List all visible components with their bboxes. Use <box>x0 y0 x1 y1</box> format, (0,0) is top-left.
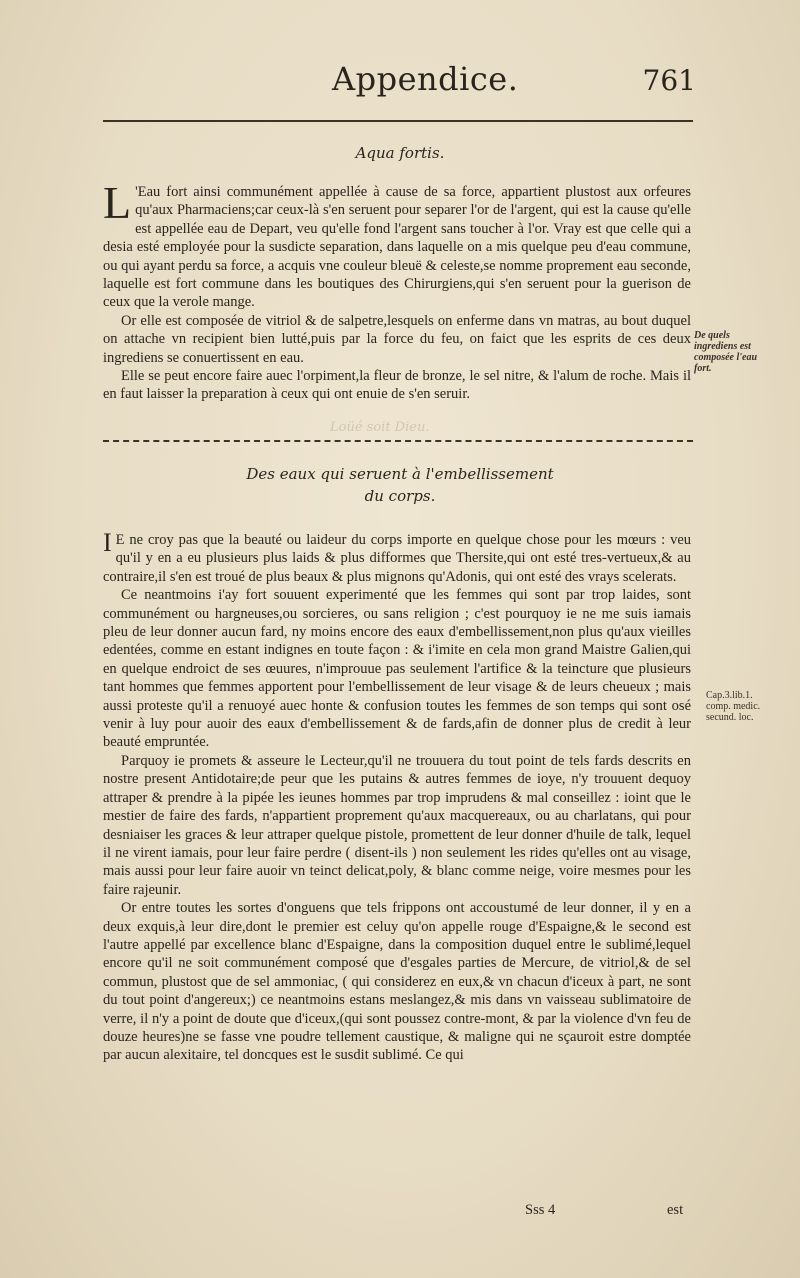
header-rule <box>103 120 693 122</box>
section-title-embellissement <box>100 463 700 507</box>
paragraph <box>103 177 691 312</box>
section-body-aqua-fortis <box>103 177 691 404</box>
page-number: 761 <box>642 64 696 97</box>
section-title-aqua-fortis: Aqua fortis. <box>355 144 445 162</box>
section-divider-rule <box>103 440 693 442</box>
show-through-text: Loüé soit Dieu. <box>330 420 430 435</box>
running-title: Appendice. <box>332 60 519 98</box>
paragraph: Parquoy ie promets & asseure le Lecteur,qu'il ne trouuera du tout point de tels fards descrits en nostre present Antidotaire;de peur que les putains & autres femmes de ioye, n'y trouuent dequoy attraper & prendre à la pipée les ieunes hommes par trop imprudens & mal conseillez : ioint que le mestier de faire des fards, n'appartient proprement qu'aux macquereaux, ou au charlatans, qui pour desniaiser les graces & leur attraper quelque pistole, promettent de leur donner d'huile de talk, lequel il ne virent iamais, pour leur faire perdre ( disent-ils ) non seulement les rides qu'elles ont au visage, mais aussi pour leur faire auoir vn teinct delicat,poly, & blanc comme neige, voire mesmes pour les faire rajeunir. <box>103 752 691 898</box>
paragraph: Elle se peut encore faire auec l'orpiment,la fleur de bronze, le sel nitre, & l'alum de roche. Mais il en faut laisser la preparation à ceux qui ont enuie de s'en seruir. <box>103 368 691 403</box>
page-header <box>100 60 700 100</box>
paragraph: Or elle est composée de vitriol & de salpetre,lesquels on enferme dans vn matras, au bout duquel on attache vn recipient bien lutté,puis par la force du feu, on faict que les esprits de ces deux ingrediens se conuertissent en eau. <box>103 312 691 366</box>
catchword: est <box>667 1202 684 1218</box>
paragraph-text: 'Eau fort ainsi communément appellée à cause de sa force, appartient plustost aux orfeures qu'aux Pharmaciens;car ceux-là s'en seruent pour separer l'or de l'argent, qui est la cause qu'elle est appellée eau de Depart, veu qu'elle fond l'argent sans toucher à l'or. Vray est que celle qui a desia esté employée pour la susdicte separation, dans laquelle on a mis quelque peu d'eau commune, ou qui ayant perdu sa force, a acquis vne couleur bleuë & celeste,se nomme proprement eau seconde, laquelle est fort commune dans les boutiques des Chirurgiens,qui s'en seruent pour la guerison de ceux que la verole mange. <box>103 184 691 311</box>
signature-mark: Sss 4 <box>525 1202 556 1218</box>
drop-cap-letter: L <box>103 177 132 228</box>
paragraph <box>103 528 691 586</box>
marginal-note-ingredients: De quels ingrediens est composée l'eau fort. <box>694 330 758 374</box>
section-body-embellissement <box>103 528 691 1065</box>
drop-cap-letter: I <box>103 528 112 557</box>
section-title-line: Des eaux qui seruent à l'embellissement <box>246 465 554 483</box>
marginal-note-galen-reference: Cap.3.lib.1. comp. medic. secund. loc. <box>706 690 761 723</box>
paragraph-text: E ne croy pas que la beauté ou laideur du corps importe en quelque chose pour les mœurs : veu qu'il y en a eu plusieurs plus laids & plus difformes que Thersite,qui ont esté tres-vertueux,& au contraire,il s'en est troué de plus beaux & plus mignons qu'Adonis, qui ont esté des vrays scelerats. <box>103 532 691 585</box>
paragraph: Ce neantmoins i'ay fort souuent experimenté que les femmes qui sont par trop laides, sont communément ou hargneuses,ou sorcieres, ou sans religion ; c'est pourquoy ie ne me suis iamais pleu de leur donner aucun fard, ny moins encore des eaux d'embellissement,non plus qu'aux vieilles edentées, comme en estant indignes en toute façon : & i'imite en cela mon grand Maistre Galien,qui en quelque endroict de ses œuures, n'improuue pas seulement l'artifice & la teincture que plusieurs tant hommes que femmes apportent pour l'embellissement de leur visage & de leurs cheueux ; mais aussi proteste qu'il a renuoyé auec honte & confusion toutes les femmes de son temps qui sont osé venir à luy pour auoir des eaux d'embellissement & de fards,afin de donner plus de credit à leur beauté empruntée. <box>103 587 691 751</box>
paragraph: Or entre toutes les sortes d'onguens que tels frippons ont accoustumé de leur donner, il y en a deux exquis,à leur dire,dont le premier est celuy qu'on appelle rouge d'Espaigne,& le second est l'autre appellé par excellence blanc d'Espaigne, dans la composition duquel entre le sublimé,lequel encore qu'il ne soit communément composé que d'esgales parties de Mercure, de vitriol,& de sel commun, plustost que de sel ammoniac, ( qui considerez en eux,& vn chacun d'iceux à part, ne sont du tout point d'angereux;) ce neantmoins estans meslangez,& mis dans vn vaisseau sublimatoire de verre, il n'y a point de doute que d'iceux,(qui sont poussez contre-mont, & par la violence d'vn feu de douze heures)ne se fasse vne poudre tellement caustique, & maligne qui ne sçauroit estre domptée par aucun alexitaire, tel doncques est le susdit sublimé. Ce qui <box>103 900 691 1064</box>
section-title-line: du corps. <box>364 487 436 505</box>
